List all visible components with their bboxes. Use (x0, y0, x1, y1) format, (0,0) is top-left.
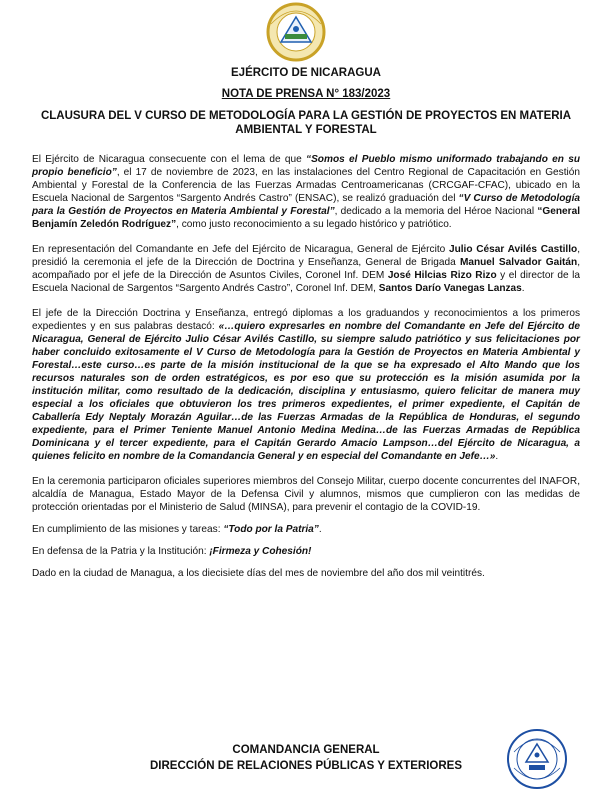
official-seal-icon (506, 728, 568, 790)
signature-line-2: DIRECCIÓN DE RELACIONES PÚBLICAS Y EXTERIORES (149, 760, 463, 772)
press-note-number: NOTA DE PRENSA N° 183/2023 (221, 88, 391, 100)
speech-quote: «…quiero expresarles en nombre del Comandante en Jefe del Ejército de Nicaragua, General de Ejército Julio César Avilés Castillo, su siempre saludo patriótico y sus felicitaciones por haber concluido exitosamente el V Curso de Metodología para la Gestión de Proyectos en Materia Ambiental y Forestal…este curso…es parte de la misión institucional de la que se ha expresado el Alto Mando que los recursos naturales son de orden estratégicos, es por eso que su protección es la misión asumida por la institución militar, como resultado de la dedicación, disciplina y entusiasmo, quiero felicitar de manera muy especial a los oficiales que obtuvieron los tres primeros expedientes, el primer expediente, el Capitán de Caballería Edy Neptaly Morazán Aguilar…de las Fuerzas Armadas de la República de Honduras, el segundo expediente, para el Primer Teniente Manuel Antonio Medina Medina…de las Fuerzas Armadas de República Dominicana y el tercer expediente, para el Capitán Gerardo Amacio Lampson…del Ejército de Nicaragua, a quienes felicito en nombre de la Comandancia General y en especial del Comandante en Jefe…» (32, 321, 581, 462)
organization-heading: EJÉRCITO DE NICARAGUA (231, 67, 381, 79)
paragraph-2: En representación del Comandante en Jefe del Ejército de Nicaragua, General de Ejército Julio César Avilés Castillo, presidió la ceremonia el jefe de la Dirección de Doctrina y Enseñanza, General de Brigada Manuel Salvador Gaitán, acompañado por el jefe de la Dirección de Asuntos Civiles, Coronel Inf. DEM José Hilcias Rizo Rizo y el director de la Escuela Nacional de Sargentos “Sargento Andrés Castro”, Coronel Inf. DEM, Santos Darío Vanegas Lanzas. (32, 244, 580, 294)
paragraph-6: En defensa de la Patria y la Institución: ¡Firmeza y Cohesión! (32, 546, 312, 557)
person-name: Manuel Salvador Gaitán (459, 257, 578, 268)
course-name: “V Curso de Metodología para la Gestión de Proyectos en Materia Ambiental y Forestal” (32, 193, 580, 217)
motto-text: “Somos el Pueblo mismo uniformado trabajando en su propio beneficio” (32, 154, 580, 178)
paragraph-5: En cumplimiento de las misiones y tareas: “Todo por la Patria”. (32, 524, 322, 535)
motto-text: “Todo por la Patria” (223, 524, 319, 535)
paragraph-1: El Ejército de Nicaragua consecuente con el lema de que “Somos el Pueblo mismo uniformado trabajando en su propio beneficio”, el 17 de noviembre de 2023, en las instalaciones del Centro Regional de Capacitación en Gestión Ambiental y Forestal de la Conferencia de las Fuerzas Armadas Centroamericanas (CRCGAF-CFAC), ubicado en la Escuela Nacional de Sargentos “Sargento Andrés Castro” (ENSAC), se realizó graduación del “V Curso de Metodología para la Gestión de Proyectos en Materia Ambiental y Forestal”, dedicado a la memoria del Héroe Nacional “General Benjamín Zeledón Rodríguez”, como justo reconocimiento a su legado histórico y patriótico. (32, 154, 581, 230)
nicaragua-army-emblem-icon (255, 2, 337, 62)
motto-text: ¡Firmeza y Cohesión! (209, 546, 312, 557)
hero-name: “General Benjamín Zeledón Rodríguez” (32, 206, 581, 230)
person-name: Santos Darío Vanegas Lanzas (378, 283, 522, 294)
paragraph-4: En la ceremonia participaron oficiales superiores miembros del Consejo Militar, cuerpo docente concurrentes del INAFOR, alcaldía de Managua, Estado Mayor de la Defensa Civil y alumnos, mismos que cumplieron con las medidas de protección orientadas por el Ministerio de Salud (MINSA), para prevenir el contagio de la COVID-19. (32, 476, 580, 513)
closing-date-line: Dado en la ciudad de Managua, a los diecisiete días del mes de noviembre del año dos mil veintitrés. (32, 568, 485, 579)
signature-line-1: COMANDANCIA GENERAL (232, 744, 380, 756)
press-release-body (32, 153, 580, 589)
paragraph-3: El jefe de la Dirección Doctrina y Enseñanza, entregó diplomas a los graduandos y reconocimientos a los primeros expedientes y en sus palabras destacó: «…quiero expresarles en nombre del Comandante en Jefe del Ejército de Nicaragua, General de Ejército Julio César Avilés Castillo, su siempre saludo patriótico y sus felicitaciones por haber concluido exitosamente el V Curso de Metodología para la Gestión de Proyectos en Materia Ambiental y Forestal…este curso…es parte de la misión institucional de la que se ha expresado el Alto Mando que los recursos naturales son de orden estratégicos, es por eso que su protección es la misión asumida por la institución militar, como resultado de la dedicación, disciplina y entusiasmo, quiero felicitar de manera muy especial a los oficiales que obtuvieron los tres primeros expedientes, el primer expediente, el Capitán de Caballería Edy Neptaly Morazán Aguilar…de las Fuerzas Armadas de la República de Honduras, el segundo expediente, para el Primer Teniente Manuel Antonio Medina Medina…de las Fuerzas Armadas de República Dominicana y el tercer expediente, para el Capitán Gerardo Amacio Lampson…del Ejército de Nicaragua, a quienes felicito en nombre de la Comandancia General y en especial del Comandante en Jefe…». (32, 308, 581, 462)
press-release-title: CLAUSURA DEL V CURSO DE METODOLOGÍA PARA LA GESTIÓN DE PROYECTOS EN MATERIA AMBIENTAL Y FORESTAL (40, 110, 572, 136)
person-name: Julio César Avilés Castillo (448, 244, 578, 255)
person-name: José Hilcias Rizo Rizo (387, 270, 497, 281)
